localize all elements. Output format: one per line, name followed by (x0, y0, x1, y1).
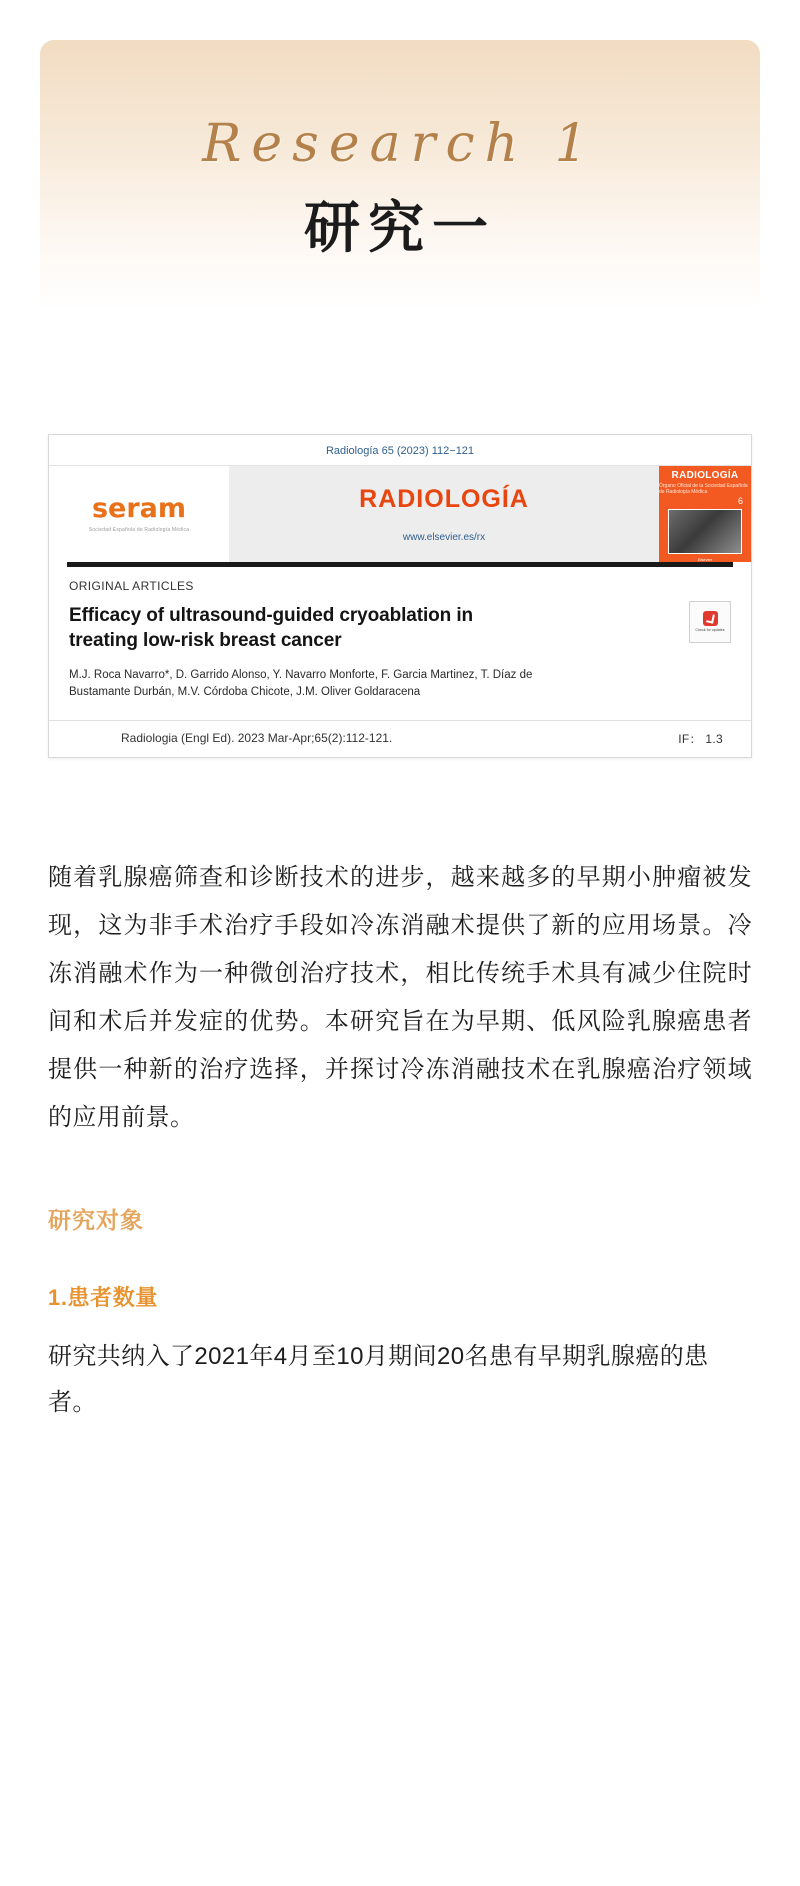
article-authors: M.J. Roca Navarro*, D. Garrido Alonso, Y. Navarro Monforte, F. Garcia Martinez, T. Díaz de Bustamante Durbán, M.V. Córdoba Chicote, J.M. Oliver Goldaracena (69, 669, 533, 699)
banner-script-title: Research 1 (202, 114, 598, 174)
impact-factor: IF： 1.3 (678, 731, 723, 746)
banner-main-title: 研究一 (304, 195, 496, 261)
cover-meta: Órgano Oficial de la Sociedad Española de Radiología Médica (659, 483, 748, 495)
seram-logo-subtitle: Sociedad Española de Radiología Médica (88, 527, 190, 533)
article-footer-citation: Radiologia (Engl Ed). 2023 Mar-Apr;65(2):112-121. (121, 731, 393, 746)
section-title-subjects: 研究对象 (48, 1206, 144, 1233)
journal-cover-thumbnail (659, 466, 751, 562)
intro-paragraph: 随着乳腺癌筛查和诊断技术的进步，越来越多的早期小肿瘤被发现，这为非手术治疗手段如冷冻消融术提供了新的应用场景。冷冻消融术作为一种微创治疗技术，相比传统手术具有减少住院时间和术后并发症的优势。本研究旨在为早期、低风险乳腺癌患者提供一种新的治疗选择，并探讨冷冻消融技术在乳腺癌治疗领域的应用前景。 (48, 863, 752, 1131)
journal-name: RADIOLOGÍA (359, 485, 529, 513)
article-body (49, 567, 751, 706)
seram-logo (49, 466, 229, 562)
journal-citation-top: Radiología 65 (2023) 112−121 (325, 445, 475, 457)
journal-title-band (229, 466, 659, 562)
seram-logo-text: seram (91, 493, 187, 524)
crossmark-icon (689, 601, 731, 643)
article-title: Efficacy of ultrasound-guided cryoablation in treating low-risk breast cancer (69, 605, 474, 652)
article-content (48, 854, 752, 1428)
header-banner (40, 40, 760, 312)
article-section-kicker: ORIGINAL ARTICLES (69, 579, 194, 593)
cover-footer: Elsevier (697, 556, 713, 562)
subsection-paragraph: 研究共纳入了2021年4月至10月期间20名患有早期乳腺癌的患者。 (48, 1342, 709, 1417)
subsection-title-patient-count: 1.患者数量 (48, 1284, 158, 1310)
article-footer (49, 720, 751, 757)
cover-issue-number: 6 (737, 496, 743, 506)
journal-url: www.elsevier.es/rx (402, 532, 486, 543)
cover-image (668, 509, 742, 554)
article-preview-card (48, 434, 752, 758)
cover-journal-name: RADIOLOGÍA (671, 470, 739, 481)
crossmark-label: Check for updates (695, 628, 725, 633)
crossmark-badge-icon (703, 611, 718, 626)
journal-masthead (49, 465, 751, 562)
banner-content (40, 40, 760, 312)
